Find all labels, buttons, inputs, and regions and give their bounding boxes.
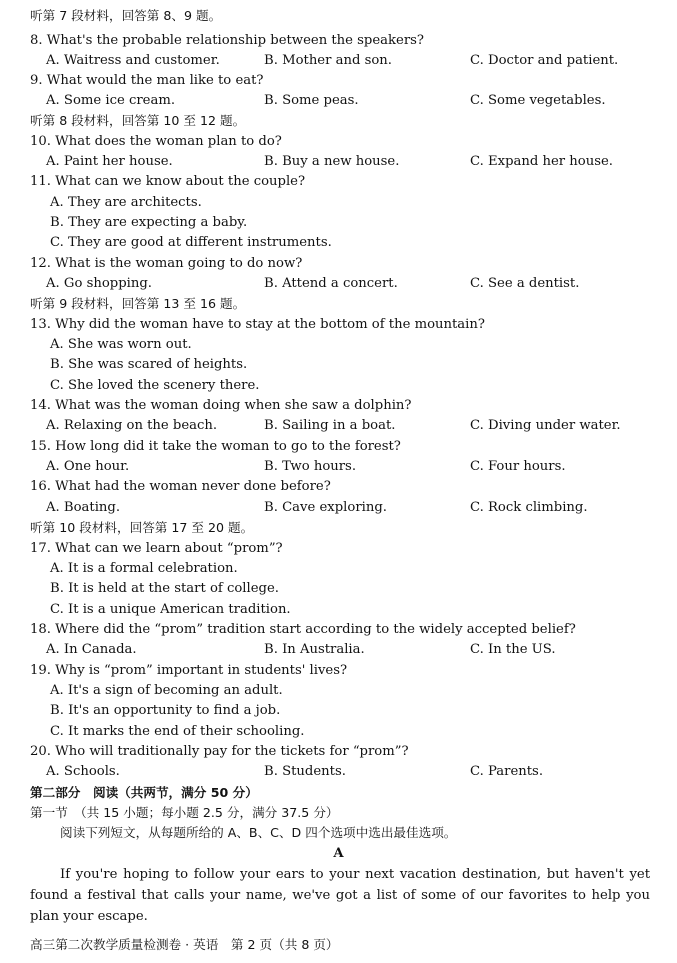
question-stem: 16. What had the woman never done before? — [30, 479, 331, 494]
question-stem: 14. What was the woman doing when she saw a dolphin? — [30, 398, 412, 413]
option-b: B. Sailing in a boat. — [264, 418, 396, 433]
option-b: B. Students. — [264, 764, 346, 779]
question-stem: 9. What would the man like to eat? — [30, 73, 264, 88]
question-options — [0, 762, 677, 782]
option-a: A. In Canada. — [46, 642, 137, 657]
option-a: A. Waitress and customer. — [46, 53, 220, 68]
instruction: 阅读下列短文，从每题所给的 A、B、C、D 四个选项中选出最佳选项。 — [60, 825, 457, 840]
option-b: B. Mother and son. — [264, 53, 392, 68]
section-heading: 第一节 （共 15 小题；每小题 2.5 分，满分 37.5 分） — [30, 805, 339, 820]
question-options — [0, 640, 677, 660]
option-b: B. They are expecting a baby. — [50, 215, 248, 230]
option-a: A. She was worn out. — [50, 337, 192, 352]
option-b: B. Two hours. — [264, 459, 357, 474]
option-b: B. It is held at the start of college. — [50, 581, 279, 596]
question-options — [0, 274, 677, 294]
option-c: C. See a dentist. — [470, 276, 580, 291]
page-footer: 高三第二次教学质量检测卷 · 英语 第 2 页（共 8 页） — [30, 937, 339, 952]
option-b: B. It's an opportunity to find a job. — [50, 703, 281, 718]
question-stem: 11. What can we know about the couple? — [30, 174, 306, 189]
section-heading: 听第 8 段材料，回答第 10 至 12 题。 — [30, 113, 246, 128]
option-c: C. Some vegetables. — [470, 93, 606, 108]
question-options — [0, 91, 677, 111]
option-a: A. Schools. — [46, 764, 120, 779]
option-b: B. Some peas. — [264, 93, 359, 108]
option-c: C. Expand her house. — [470, 154, 613, 169]
question-options — [0, 457, 677, 477]
question-stem: 13. Why did the woman have to stay at the bottom of the mountain? — [30, 317, 485, 332]
section-heading: 听第 9 段材料，回答第 13 至 16 题。 — [30, 296, 246, 311]
option-a: A. It is a formal celebration. — [50, 561, 238, 576]
option-a: A. Paint her house. — [46, 154, 173, 169]
option-a: A. Go shopping. — [46, 276, 153, 291]
section-heading: 听第 10 段材料，回答第 17 至 20 题。 — [30, 520, 254, 535]
option-b: B. Attend a concert. — [264, 276, 398, 291]
section-heading: 听第 7 段材料，回答第 8、9 题。 — [30, 8, 222, 23]
question-stem: 17. What can we learn about “prom”? — [30, 541, 283, 556]
question-stem: 18. Where did the “prom” tradition start according to the widely accepted belief? — [30, 622, 576, 637]
option-c: C. Rock climbing. — [470, 500, 588, 515]
question-stem: 20. Who will traditionally pay for the tickets for “prom”? — [30, 744, 409, 759]
question-options — [0, 51, 677, 71]
option-c: C. Four hours. — [470, 459, 566, 474]
option-a: A. They are architects. — [50, 195, 202, 210]
option-a: A. One hour. — [46, 459, 130, 474]
option-c: C. Parents. — [470, 764, 544, 779]
question-stem: 19. Why is “prom” important in students' lives? — [30, 663, 348, 678]
option-a: A. Boating. — [46, 500, 121, 515]
option-a: A. It's a sign of becoming an adult. — [50, 683, 283, 698]
option-b: B. Buy a new house. — [264, 154, 400, 169]
option-b: B. In Australia. — [264, 642, 365, 657]
part-heading: 第二部分 阅读（共两节，满分 50 分） — [30, 785, 258, 800]
option-c: C. Diving under water. — [470, 418, 621, 433]
question-options — [0, 416, 677, 436]
option-b: B. She was scared of heights. — [50, 357, 248, 372]
question-options — [0, 498, 677, 518]
passage-label: A — [333, 846, 344, 861]
question-stem: 8. What's the probable relationship between the speakers? — [30, 33, 424, 48]
option-c: C. In the US. — [470, 642, 556, 657]
question-stem: 15. How long did it take the woman to go to the forest? — [30, 439, 401, 454]
option-c: C. It is a unique American tradition. — [50, 602, 291, 617]
option-c: C. Doctor and patient. — [470, 53, 619, 68]
question-options — [0, 152, 677, 172]
question-stem: 10. What does the woman plan to do? — [30, 134, 282, 149]
passage-paragraph: If you're hoping to follow your ears to your next vacation destination, but haven't yet found a festival that calls your name, we've got a list of some of our favorites to help you plan your escape. — [30, 867, 650, 924]
question-stem: 12. What is the woman going to do now? — [30, 256, 303, 271]
option-c: C. It marks the end of their schooling. — [50, 724, 305, 739]
option-c: C. They are good at different instruments. — [50, 235, 332, 250]
option-a: A. Relaxing on the beach. — [46, 418, 218, 433]
option-b: B. Cave exploring. — [264, 500, 387, 515]
option-a: A. Some ice cream. — [46, 93, 176, 108]
option-c: C. She loved the scenery there. — [50, 378, 260, 393]
